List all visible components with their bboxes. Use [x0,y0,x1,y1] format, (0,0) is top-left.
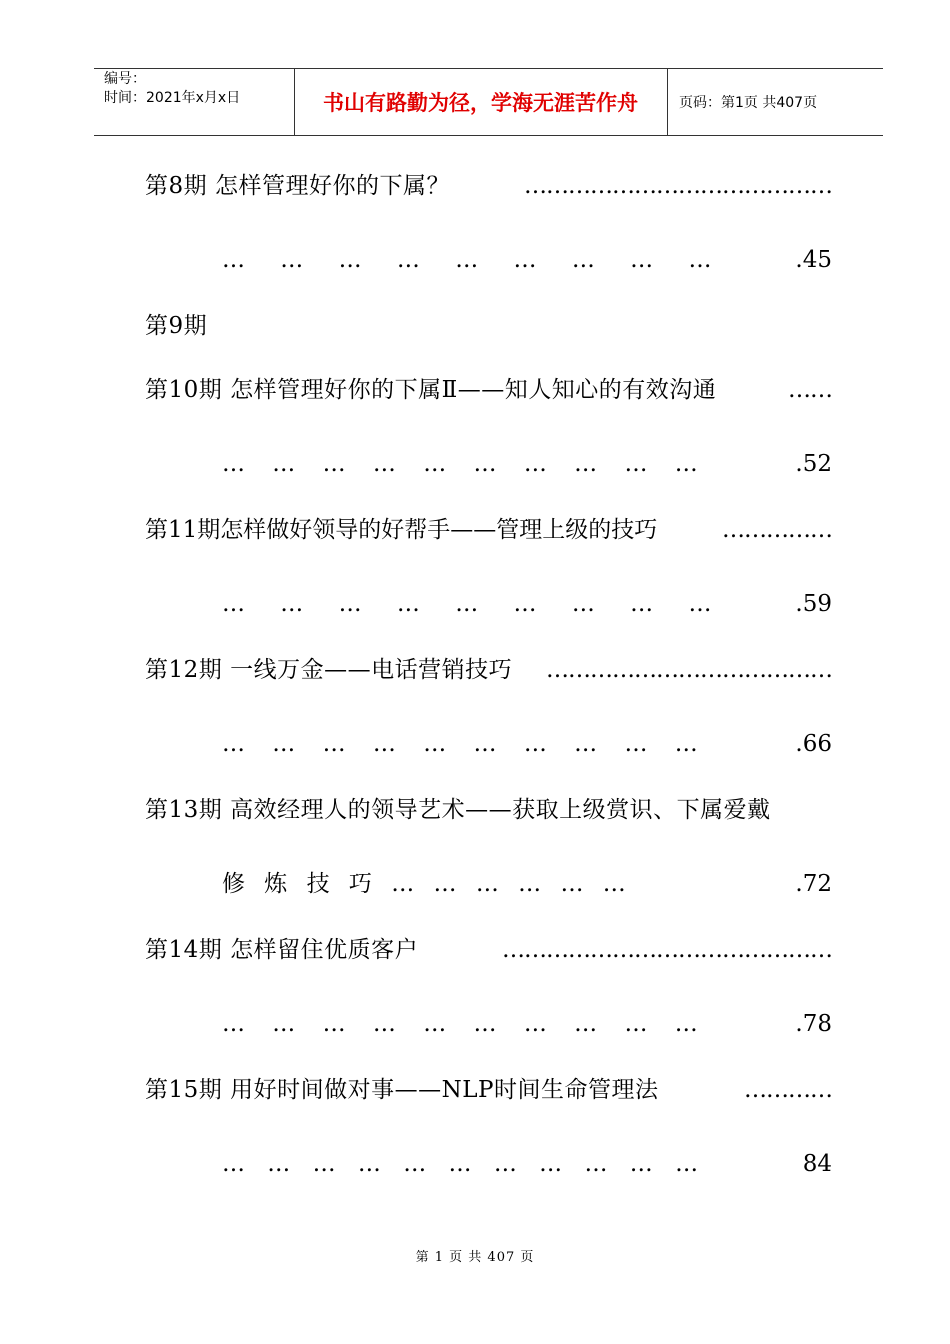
toc-page-number: 84 [802,1151,832,1177]
header-motto: 书山有路勤为径，学海无涯苦作舟 [323,91,638,115]
toc-leader-dots: … … … … … … … … … … [222,731,698,757]
number-label: 编号： [104,71,146,87]
toc-leader-dots: …………… [722,517,832,543]
toc-title: 第11期怎样做好领导的好帮手——管理上级的技巧 [145,517,658,543]
toc-leader-dots: … … … … … … … … … … [222,451,698,477]
toc-page-number: .59 [795,591,832,617]
toc-title: 第14期 怎样留住优质客户 [145,937,419,963]
header-page-code: 页码：第1页 共407页 [679,95,818,111]
toc-leader-dots: … … … … … … … … … … [222,1011,698,1037]
toc-title: 第12期 一线万金——电话营销技巧 [145,657,513,683]
time-label: 时间：2021年x月x日 [104,90,241,106]
toc-leader-dots: …… [788,377,832,403]
page-header [94,68,883,136]
page-footer: 第 1 页 共 407 页 [415,1250,535,1265]
toc-leader-dots: … … … … … … … … … [222,247,712,273]
toc-leader-dots: ………… [744,1077,832,1103]
toc-page-number: .78 [795,1011,832,1037]
toc-title: 第13期 高效经理人的领导艺术——获取上级赏识、下属爱戴 [145,797,771,823]
toc-leader-dots: …………………………………… [524,173,832,199]
toc-page-number: .45 [795,247,832,273]
header-divider-2 [667,68,668,136]
toc-page-number: .72 [795,871,832,897]
toc-title-continuation: 修 炼 技 巧 … … … … … … [222,871,626,897]
toc-leader-dots: … … … … … … … … … [222,591,712,617]
toc-page-number: .66 [795,731,832,757]
toc-title: 第8期 怎样管理好你的下属？ [145,173,450,199]
toc-leader-dots: … … … … … … … … … … … [222,1151,699,1177]
toc-title: 第15期 用好时间做对事——NLP时间生命管理法 [145,1077,659,1103]
toc-title: 第10期 怎样管理好你的下属Ⅱ——知人知心的有效沟通 [145,377,717,403]
toc-leader-dots: ………………………………… [546,657,832,683]
toc-leader-dots: ……………………………………… [502,937,832,963]
toc-title: 第9期 [145,313,208,339]
header-meta [104,70,240,108]
toc-page-number: .52 [795,451,832,477]
